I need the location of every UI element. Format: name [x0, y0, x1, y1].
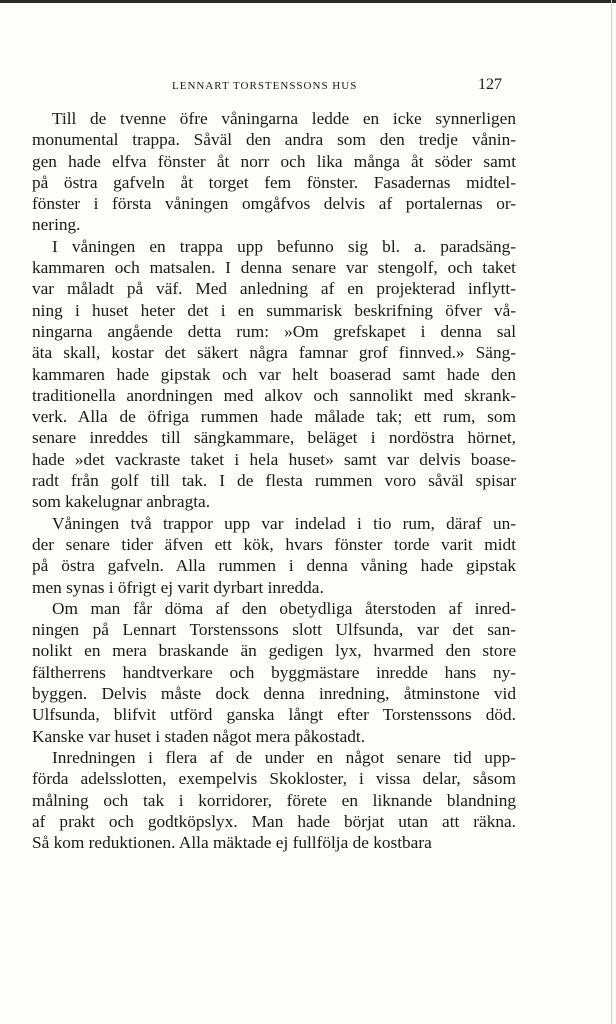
text-line: verk. Alla de öfriga rummen hade målade tak; ett rum, som	[32, 407, 516, 427]
text-line: förda adelsslotten, exempelvis Skokloster, i vissa delar, såsom	[32, 769, 516, 789]
text-line: som kakelugnar anbragta.	[32, 492, 211, 512]
text-line: Inredningen i flera af de under en något senare tid upp-	[52, 747, 516, 767]
text-line: traditionella anordningen med alkov och sannolikt med skrank-	[32, 385, 516, 405]
text-line: hade »det vackraste taket i hela huset» samt var delvis boase-	[32, 449, 516, 469]
text-line: men synas i öfrigt ej varit dyrbart inredda.	[32, 577, 324, 597]
body-text	[32, 108, 516, 853]
text-line: Om man får döma af den obetydliga återstoden af inred-	[52, 598, 516, 618]
text-line: Till de tvenne öfre våningarna ledde en icke synnerligen	[52, 109, 516, 128]
paragraph	[32, 108, 516, 236]
text-line: på östra gafveln åt torget fem fönster. Fasadernas midtel-	[32, 172, 516, 192]
text-line: äta skall, kostar det säkert några famnar grof finnved.» Säng-	[32, 343, 516, 363]
text-line: Kanske var huset i staden något mera påkostadt.	[32, 726, 366, 746]
text-line: I våningen en trappa upp befunno sig bl. a. paradsäng-	[52, 236, 516, 256]
text-line: nering.	[32, 215, 81, 235]
text-line: senare inreddes till sängkammare, beläget i nordöstra hörnet,	[32, 428, 516, 448]
text-line: byggen. Delvis måste dock denna inredning, åtminstone vid	[32, 684, 516, 704]
text-line: gen hade elfva fönster åt norr och lika många åt söder samt	[32, 151, 516, 171]
paragraph	[32, 598, 516, 747]
text-line: ningen på Lennart Torstenssons slott Ulfsunda, var det san-	[32, 620, 516, 640]
paragraph	[32, 747, 516, 853]
top-edge-rule	[0, 0, 616, 3]
running-head: LENNART TORSTENSSONS HUS	[172, 80, 358, 92]
page-number: 127	[478, 76, 502, 93]
text-line: kammaren och matsalen. I denna senare var stengolf, och taket	[32, 258, 516, 278]
text-line: ningarna angående detta rum: »Om grefskapet i denna sal	[32, 321, 516, 341]
paragraph	[32, 236, 516, 513]
page-edge-line	[611, 0, 612, 1024]
paragraph	[32, 513, 516, 598]
text-line: var måladt på väf. Med anledning af en projekterad inflytt-	[32, 279, 516, 299]
text-line: af prakt och godtköpslyx. Man hade börjat utan att räkna.	[32, 811, 516, 831]
text-line: Våningen två trappor upp var indelad i tio rum, däraf un-	[52, 513, 516, 533]
text-line: målning och tak i korridorer, förete en liknande blandning	[32, 790, 516, 810]
text-line: Så kom reduktionen. Alla mäktade ej fullfölja de kostbara	[32, 833, 432, 853]
text-line: Ulfsunda, blifvit utförd ganska långt efter Torstenssons död.	[32, 705, 516, 725]
text-line: på östra gafveln. Alla rummen i denna våning hade gipstak	[32, 556, 516, 576]
text-line: fältherrens handtverkare och byggmästare inredde hans ny-	[32, 662, 516, 682]
text-line: der senare tider äfven ett kök, hvars fönster torde varit midt	[32, 534, 516, 554]
text-line: kammaren hade gipstak och var helt boaserad samt hade den	[32, 364, 516, 384]
text-line: monumental trappa. Såväl den andra som den tredje vånin-	[32, 130, 516, 150]
text-line: radt från golf till tak. I de flesta rummen voro såväl spisar	[32, 471, 516, 491]
text-line: ning i huset heter det i en summarisk beskrifning öfver vå-	[32, 300, 516, 320]
text-line: fönster i första våningen omgåfvos delvis af portalernas or-	[32, 194, 516, 214]
text-line: nolikt en mera braskande än gedigen lyx, hvarmed den store	[32, 641, 516, 661]
